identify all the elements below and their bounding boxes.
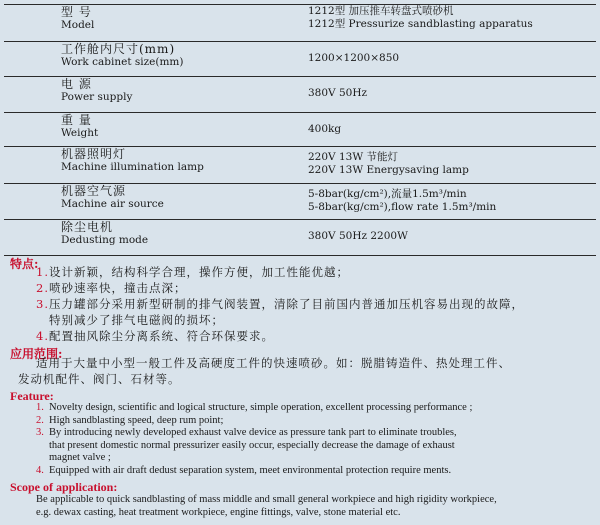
spec-label-zh: 机器照明灯 bbox=[61, 147, 127, 161]
spec-label-en: Weight bbox=[61, 127, 99, 139]
list-item: 2. 喷砂速率快，撞击点深； bbox=[36, 281, 187, 295]
spec-table bbox=[4, 4, 596, 256]
spec-label-zh: 电 源 bbox=[61, 77, 92, 91]
spec-label-en: Machine illumination lamp bbox=[61, 161, 204, 173]
spec-value: 400kg bbox=[308, 123, 342, 135]
list-item: 4. 配置抽风除尘分离系统、符合环保要求。 bbox=[36, 329, 274, 343]
list-item: 3. 压力罐部分采用新型研制的排气阀装置，清除了目前国内普通加压机容易出现的故障， bbox=[36, 297, 524, 311]
spec-label-zh: 机器空气源 bbox=[61, 184, 127, 198]
spec-label-zh: 型 号 bbox=[61, 5, 92, 19]
spec-label-en: Work cabinet size(mm) bbox=[61, 56, 184, 68]
list-item: 4. Equipped with air draft dedust separation system, meet environmental protection require ments. bbox=[36, 464, 452, 476]
list-item: magnet valve ; bbox=[49, 452, 111, 463]
spec-label-zh: 工作舱内尺寸(mm) bbox=[61, 42, 176, 56]
scope-zh-line2: 发动机配件、阀门、石材等。 bbox=[18, 372, 181, 386]
spec-row-cabinet-size bbox=[4, 42, 596, 77]
spec-row-air-source bbox=[4, 184, 596, 220]
spec-value: 380V 50Hz 2200W bbox=[308, 230, 408, 242]
scope-zh-line1: 适用于大量中小型一般工件及高硬度工件的快速喷砂。如：脱腊铸造件、热处理工件、 bbox=[36, 356, 511, 370]
spec-label-zh: 重 量 bbox=[61, 113, 92, 127]
spec-row-lamp bbox=[4, 147, 596, 184]
spec-label-en: Model bbox=[61, 19, 95, 31]
spec-label-en: Machine air source bbox=[61, 198, 164, 210]
scope-en-line1: Be applicable to quick sandblasting of mass middle and small general workpiece and high rigidity workpiece, bbox=[36, 494, 497, 505]
list-item: 1. Novelty design, scientific and logical structure, simple operation, excellent processing performance ; bbox=[36, 402, 473, 413]
spec-row-weight bbox=[4, 113, 596, 147]
spec-value: 220V 13W Energysaving lamp bbox=[308, 164, 469, 176]
list-item: 3. By introducing newly developed exhaust valve device as pressure tank part to eliminate troubles, bbox=[36, 427, 457, 438]
spec-value: 1212型 Pressurize sandblasting apparatus bbox=[308, 18, 533, 30]
spec-value: 220V 13W 节能灯 bbox=[308, 151, 398, 163]
features-zh-title: 特点: bbox=[10, 257, 39, 271]
spec-value: 5-8bar(kg/cm²),flow rate 1.5m³/min bbox=[308, 201, 497, 213]
scope-zh-title: 应用范围: bbox=[10, 347, 63, 361]
spec-value: 1200×1200×850 bbox=[308, 52, 400, 64]
list-item: that present domestic normal pressurizer easily occur, especially decrease the damage of exhaust bbox=[49, 439, 455, 451]
spec-label-en: Power supply bbox=[61, 91, 133, 103]
spec-row-model bbox=[4, 5, 596, 42]
features-en-title: Feature: bbox=[10, 389, 54, 403]
spec-row-power bbox=[4, 77, 596, 113]
spec-row-dedusting bbox=[4, 220, 596, 256]
spec-value: 1212型 加压推车转盘式喷砂机 bbox=[308, 5, 454, 17]
spec-value: 380V 50Hz bbox=[308, 87, 368, 99]
spec-label-zh: 除尘电机 bbox=[61, 220, 114, 234]
list-item: 2. High sandblasting speed, deep rum point; bbox=[36, 414, 224, 426]
spec-value: 5-8bar(kg/cm²),流量1.5m³/min bbox=[308, 188, 467, 200]
scope-en-line2: e.g. dewax casting, heat treatment workpiece, engine fittings, valve, stone material etc. bbox=[36, 507, 401, 518]
list-item: 1. 设计新颖，结构科学合理，操作方便，加工性能优越； bbox=[36, 265, 349, 279]
spec-label-en: Dedusting mode bbox=[61, 234, 149, 246]
scope-en-title: Scope of application: bbox=[10, 480, 118, 494]
list-item: 特别减少了排气电磁阀的损坏； bbox=[49, 313, 224, 327]
features-zh-list bbox=[36, 264, 596, 344]
features-en-list bbox=[36, 402, 596, 477]
